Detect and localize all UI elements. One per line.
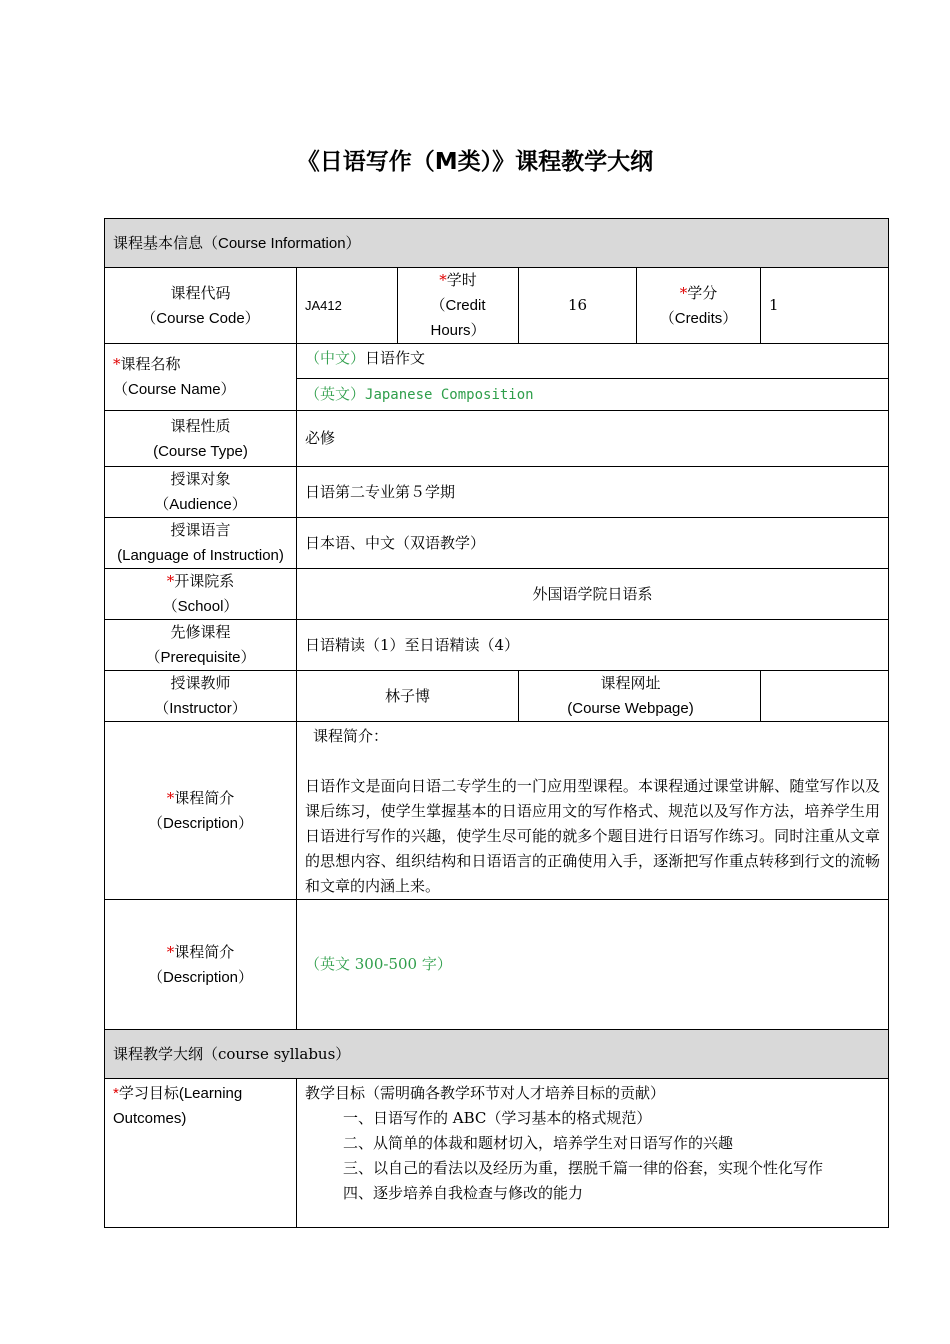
required-mark: *: [439, 271, 447, 289]
required-mark: *: [166, 942, 175, 961]
instructor-label: 授课教师 （Instructor）: [105, 671, 297, 722]
description-heading: 课程简介：: [313, 727, 389, 745]
required-mark: *: [679, 283, 688, 302]
name-en-value: （英文）Japanese Composition: [297, 379, 889, 411]
prereq-label: 先修课程 （Prerequisite）: [105, 620, 297, 671]
credits-label: *学分 （Credits）: [637, 268, 761, 344]
row-school: [105, 569, 889, 620]
row-type: [105, 411, 889, 467]
description-en-label: *课程简介 （Description）: [105, 900, 297, 1030]
outcome-item: 二、从简单的体裁和题材切入，培养学生对日语写作的兴趣: [343, 1134, 734, 1152]
type-value: 必修: [297, 411, 889, 467]
outcome-item: 四、逐步培养自我检查与修改的能力: [343, 1184, 584, 1202]
row-language: [105, 518, 889, 569]
row-name-cn: [105, 344, 889, 379]
webpage-value: [761, 671, 889, 722]
required-mark: *: [166, 572, 175, 590]
audience-value: 日语第二专业第５学期: [297, 467, 889, 518]
name-label: *课程名称 （Course Name）: [105, 344, 297, 411]
webpage-label: 课程网址 (Course Webpage): [519, 671, 761, 722]
description-cn-value: [297, 722, 889, 900]
outcomes-label: *学习目标(Learning Outcomes): [105, 1079, 297, 1228]
school-label: *开课院系 （School）: [105, 569, 297, 620]
section-header: 课程基本信息（Course Information）: [105, 219, 889, 268]
section-header: 课程教学大纲（course syllabus）: [105, 1030, 889, 1079]
row-description-en: [105, 900, 889, 1030]
row-instructor: [105, 671, 889, 722]
row-audience: [105, 467, 889, 518]
row-description-cn: [105, 722, 889, 900]
school-value: 外国语学院日语系: [297, 569, 889, 620]
description-cn-label: *课程简介 （Description）: [105, 722, 297, 900]
hours-value: 16: [519, 268, 637, 344]
instructor-value: 林子博: [297, 671, 519, 722]
name-cn-value: （中文）日语作文: [297, 344, 889, 379]
prereq-value: 日语精读（1）至日语精读（4）: [297, 620, 889, 671]
outcome-item: 一、日语写作的 ABC（学习基本的格式规范）: [343, 1109, 652, 1127]
code-label: 课程代码 （Course Code）: [105, 268, 297, 344]
language-label: 授课语言 (Language of Instruction): [105, 518, 297, 569]
page-title: 《日语写作（M类）》课程教学大纲: [296, 149, 654, 175]
hours-label: *学时 （Credit Hours）: [398, 268, 519, 344]
syllabus-table: [104, 218, 889, 1228]
outcomes-value: [297, 1079, 889, 1228]
row-prereq: [105, 620, 889, 671]
outcome-item: 三、以自己的看法以及经历为重，摆脱千篇一律的俗套，实现个性化写作: [343, 1159, 824, 1177]
description-en-placeholder: （英文 300-500 字）: [297, 900, 889, 1030]
section-course-info: [105, 219, 889, 268]
required-mark: *: [113, 355, 121, 373]
required-mark: *: [166, 788, 175, 807]
description-body: 日语作文是面向日语二专学生的一门应用型课程。本课程通过课堂讲解、随堂写作以及课后练习，使学生掌握基本的日语应用文的写作格式、规范以及写作方法，培养学生用日语进行写作的兴趣，使学生尽可能的就多个题目进行日语写作练习。同时注重从文章的思想内容、组织结构和日语语言的正确使用入手，逐渐把写作重点转移到行文的流畅和文章的内涵上来。: [305, 777, 880, 895]
section-syllabus: [105, 1030, 889, 1079]
row-outcomes: [105, 1079, 889, 1228]
code-value: JA412: [297, 268, 398, 344]
required-mark: *: [113, 1085, 119, 1102]
outcomes-intro: 教学目标（需明确各教学环节对人才培养目标的贡献）: [305, 1084, 666, 1102]
type-label: 课程性质 (Course Type): [105, 411, 297, 467]
language-value: 日本语、中文（双语教学）: [297, 518, 889, 569]
credits-value: 1: [761, 268, 889, 344]
row-code: [105, 268, 889, 344]
audience-label: 授课对象 （Audience）: [105, 467, 297, 518]
